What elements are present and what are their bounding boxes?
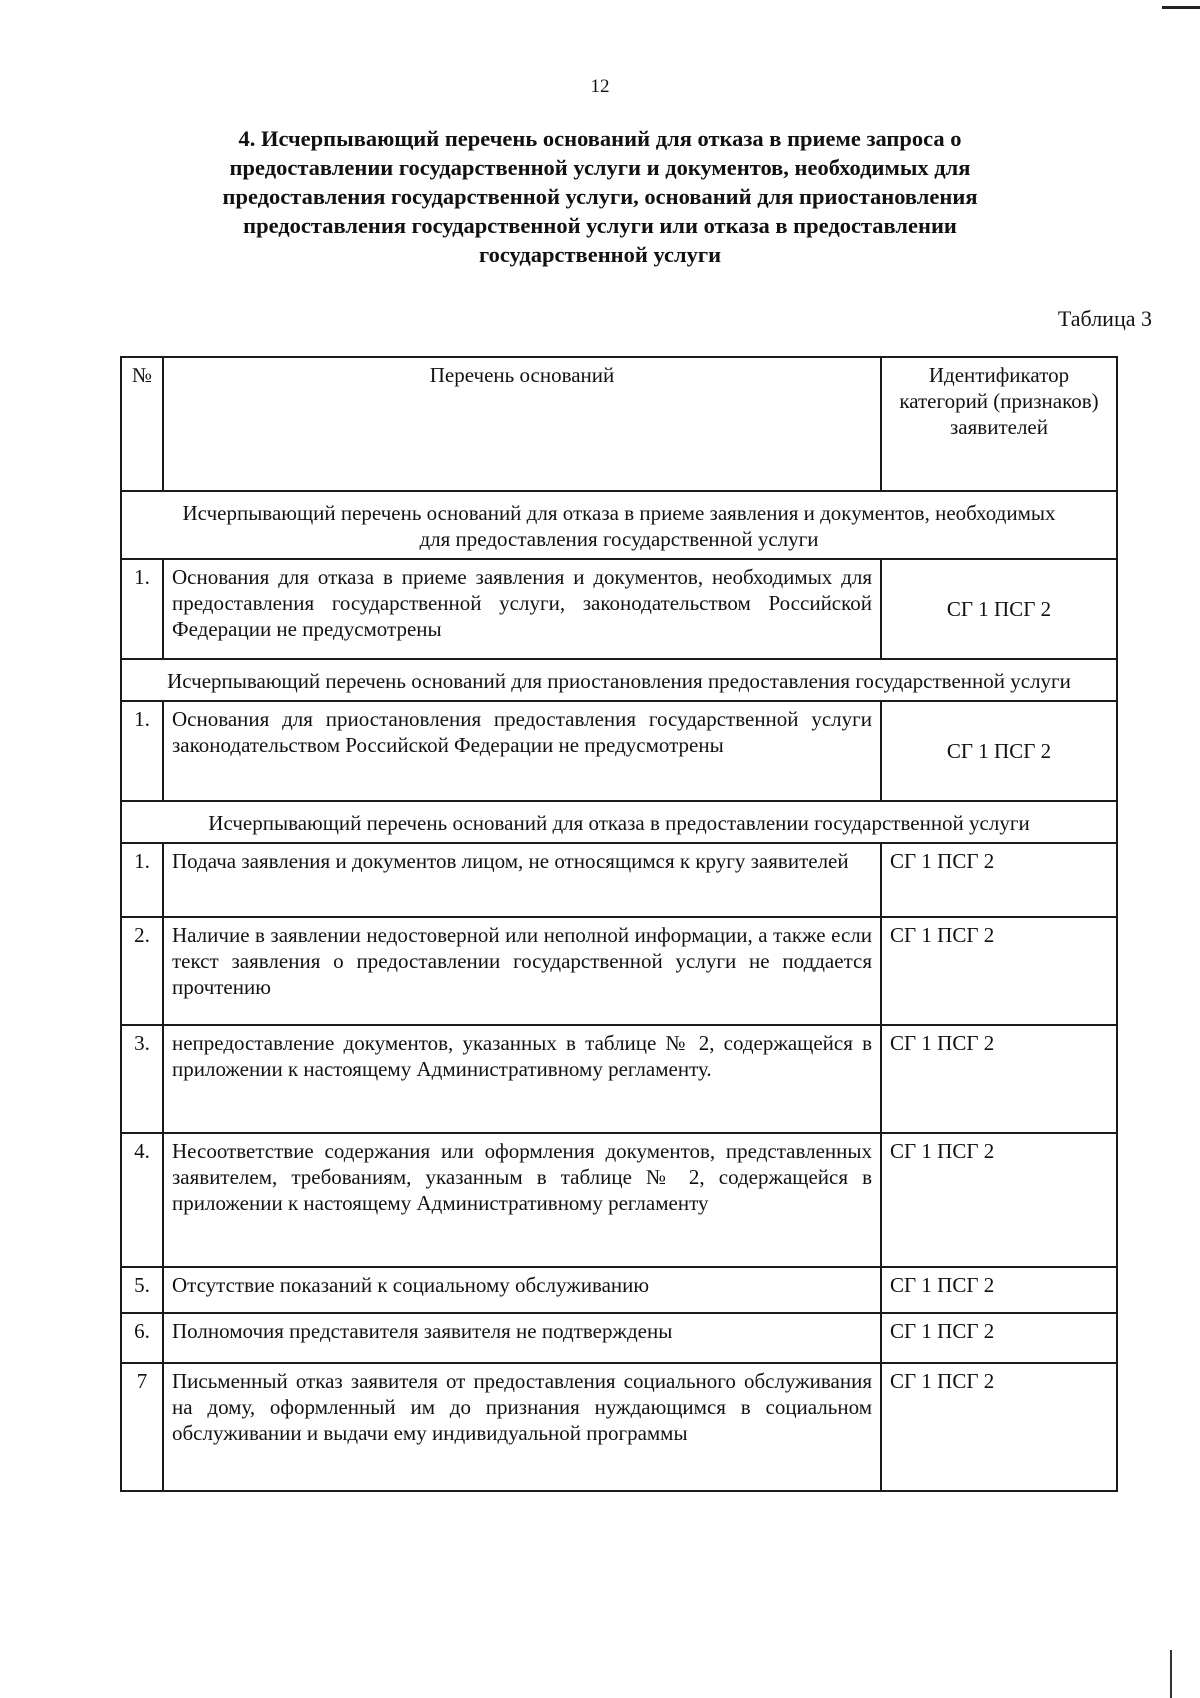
scan-edge-mark bbox=[1162, 6, 1200, 9]
row-identifier: СГ 1 ПСГ 2 bbox=[881, 1313, 1117, 1363]
header-grounds: Перечень оснований bbox=[163, 357, 881, 491]
header-identifier: Идентификатор категорий (признаков) заявителей bbox=[881, 357, 1117, 491]
table-caption: Таблица 3 bbox=[1057, 306, 1152, 331]
row-grounds: Наличие в заявлении недостоверной или неполной информации, а также если текст заявления о предоставлении государственной услуги не поддается прочтению bbox=[163, 917, 881, 1025]
row-identifier: СГ 1 ПСГ 2 bbox=[881, 1025, 1117, 1133]
row-number: 3. bbox=[121, 1025, 163, 1133]
row-number: 1. bbox=[121, 559, 163, 659]
table-row bbox=[121, 1133, 1117, 1267]
group-heading-row bbox=[121, 801, 1117, 843]
scan-edge-mark bbox=[1170, 1650, 1172, 1698]
group-heading-suspension: Исчерпывающий перечень оснований для приостановления предоставления государственной услуги bbox=[121, 659, 1117, 701]
table-row bbox=[121, 701, 1117, 801]
row-identifier: СГ 1 ПСГ 2 bbox=[881, 1363, 1117, 1491]
table-row bbox=[121, 1313, 1117, 1363]
row-number: 2. bbox=[121, 917, 163, 1025]
row-grounds: Основания для приостановления предоставления государственной услуги законодательством Российской Федерации не предусмотрены bbox=[163, 701, 881, 801]
row-identifier: СГ 1 ПСГ 2 bbox=[881, 559, 1117, 659]
row-identifier: СГ 1 ПСГ 2 bbox=[881, 701, 1117, 801]
group-heading-row bbox=[121, 491, 1117, 559]
page-number: 12 bbox=[590, 76, 610, 97]
group-heading-row bbox=[121, 659, 1117, 701]
row-grounds: Отсутствие показаний к социальному обслуживанию bbox=[163, 1267, 881, 1313]
grounds-table bbox=[120, 356, 1118, 1492]
row-identifier: СГ 1 ПСГ 2 bbox=[881, 917, 1117, 1025]
row-number: 6. bbox=[121, 1313, 163, 1363]
group-heading-reception-refusal: Исчерпывающий перечень оснований для отказа в приеме заявления и документов, необходимых для предоставления государственной услуги bbox=[121, 491, 1117, 559]
table-row bbox=[121, 1363, 1117, 1491]
table-header-row bbox=[121, 357, 1117, 491]
row-number: 5. bbox=[121, 1267, 163, 1313]
row-identifier: СГ 1 ПСГ 2 bbox=[881, 843, 1117, 917]
row-grounds: Основания для отказа в приеме заявления и документов, необходимых для предоставления государственной услуги, законодательством Российской Федерации не предусмотрены bbox=[163, 559, 881, 659]
row-number: 4. bbox=[121, 1133, 163, 1267]
table-row bbox=[121, 917, 1117, 1025]
row-number: 1. bbox=[121, 701, 163, 801]
row-grounds: Несоответствие содержания или оформления документов, представленных заявителем, требованиям, указанным в таблице № 2, содержащейся в приложении к настоящему Административному регламенту bbox=[163, 1133, 881, 1267]
row-grounds: Письменный отказ заявителя от предоставления социального обслуживания на дому, оформленный им до признания нуждающимся в социальном обслуживании и выдачи ему индивидуальной программы bbox=[163, 1363, 881, 1491]
group-heading-service-refusal: Исчерпывающий перечень оснований для отказа в предоставлении государственной услуги bbox=[121, 801, 1117, 843]
row-number: 7 bbox=[121, 1363, 163, 1491]
table-row bbox=[121, 843, 1117, 917]
section-title: 4. Исчерпывающий перечень оснований для отказа в приеме запроса о предоставлении государственной услуги и документов, необходимых для предоставления государственной услуги, оснований для приостановления предоставления государственной услуги или отказа в предоставлении государственной услуги bbox=[222, 126, 978, 267]
row-grounds: Полномочия представителя заявителя не подтверждены bbox=[163, 1313, 881, 1363]
row-number: 1. bbox=[121, 843, 163, 917]
row-identifier: СГ 1 ПСГ 2 bbox=[881, 1267, 1117, 1313]
table-row bbox=[121, 1267, 1117, 1313]
table-row bbox=[121, 1025, 1117, 1133]
row-identifier: СГ 1 ПСГ 2 bbox=[881, 1133, 1117, 1267]
table-row bbox=[121, 559, 1117, 659]
row-grounds: Подача заявления и документов лицом, не относящимся к кругу заявителей bbox=[163, 843, 881, 917]
row-grounds: непредоставление документов, указанных в таблице № 2, содержащейся в приложении к настоящему Административному регламенту. bbox=[163, 1025, 881, 1133]
header-number: № bbox=[121, 357, 163, 491]
